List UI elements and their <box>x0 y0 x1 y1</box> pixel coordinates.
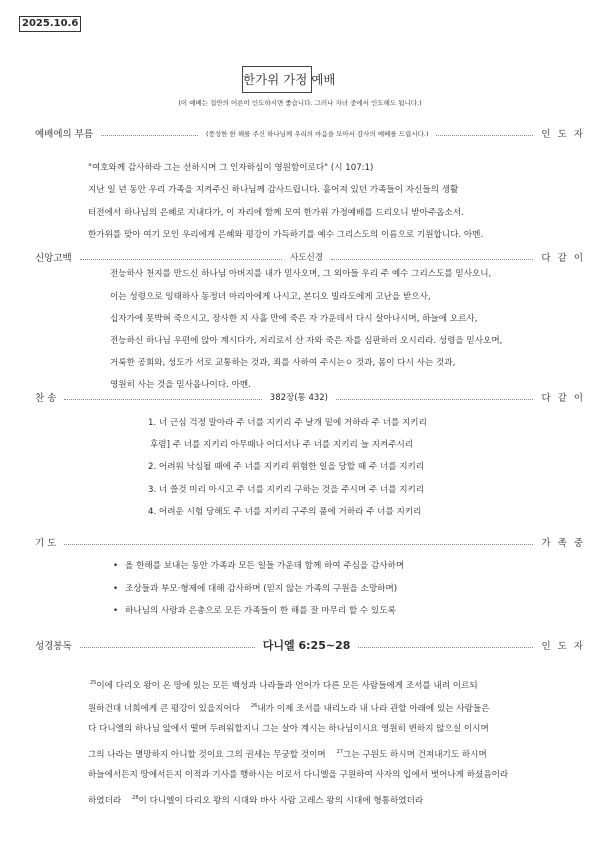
text-line: 거룩한 공회와, 성도가 서로 교통하는 것과, 죄를 사하여 주시는ㅇ 것과, 몸이 다시 사는 것과, <box>110 358 456 368</box>
verse-text: 원하건대 너희에게 큰 평강이 있을지어다 <box>88 703 241 714</box>
section-label: 찬 송 <box>35 393 57 404</box>
text-line: "여호와께 감사하라 그는 선하시며 그 인자하심이 영원함이로다" (시 107:1) <box>88 163 374 173</box>
verse-text: 내가 이제 조서를 내리노라 내 나라 관할 아래에 있는 사람들은 <box>257 703 490 714</box>
verse-number: 25 <box>90 680 97 686</box>
verse-line <box>88 700 490 715</box>
section-leader: 가 족 중 <box>541 538 585 549</box>
text-line: 터전에서 하나님의 은혜로 지내다가, 이 자리에 함께 모여 한가위 가정예배를 드리오니 받아주옵소서. <box>88 208 464 218</box>
section-leader: 다 같 이 <box>541 253 585 264</box>
section-hymn <box>35 390 585 404</box>
section-label: 성경봉독 <box>35 641 72 652</box>
section-title: 382장(통 432) <box>269 393 329 403</box>
dotted-leader <box>64 544 533 545</box>
section-label: 신앙고백 <box>35 253 72 264</box>
hymn-line: 2. 어려워 낙심될 때에 주 너를 지키리 위험한 일을 당할 때 주 너를 지키리 <box>148 462 425 472</box>
verse-text: 하였더라 <box>88 795 122 806</box>
section-label: 기 도 <box>35 538 57 549</box>
section-scripture <box>35 638 585 652</box>
section-call-to-worship <box>35 126 585 140</box>
text-line: 이는 성령으로 잉태하사 동정녀 마리아에게 나시고, 본디오 빌라도에게 고난을 받으사, <box>110 292 431 302</box>
verse-line: 다 다니엘의 하나님 앞에서 떨며 두려워할지니 그는 살아 계시는 하나님이시요 영원히 변하지 않으실 이시며 <box>88 724 489 734</box>
section-title: 사도신경 <box>290 253 323 263</box>
prayer-item: • 하나님의 사랑과 은총으로 모든 가족들이 한 해를 잘 마무리 할 수 있도록 <box>113 605 396 617</box>
dotted-leader <box>336 399 533 400</box>
verse-number: 26 <box>251 703 258 709</box>
text-line: 전능하신 하나님 우편에 앉아 계시다가, 저리로서 산 자와 죽은 자를 심판하러 오시리라. 성령을 믿사오며, <box>110 336 503 346</box>
verse-text: 그의 나라는 멸망하지 아니할 것이요 그의 권세는 무궁할 것이며 <box>88 749 326 760</box>
dotted-leader <box>101 135 198 136</box>
verse-line <box>90 677 478 692</box>
hymn-line: 3. 너 쓸것 미리 아시고 주 너를 지키리 구하는 것을 주시며 주 너를 지키리 <box>148 485 425 495</box>
verse-number: 27 <box>336 749 344 755</box>
verse-number: 28 <box>132 795 139 801</box>
text-line: 한가위를 맞아 여기 모인 우리에게 은혜와 평강이 가득하기를 예수 그리스도의 이름으로 기원합니다. 아멘. <box>88 230 484 240</box>
section-leader: 인 도 자 <box>541 129 585 140</box>
dotted-leader <box>80 647 255 648</box>
dotted-leader <box>358 647 533 648</box>
prayer-item: • 올 한해를 보내는 동안 가족과 모든 일들 가운데 함께 하여 주심을 감사하며 <box>113 560 404 572</box>
dotted-leader <box>436 135 533 136</box>
subtitle: (이 예배는 집안의 어른이 인도하시면 좋습니다. 그러나 자녀 중에서 인도해도 됩니다.) <box>178 99 422 107</box>
section-leader: 다 같 이 <box>541 393 586 404</box>
hymn-line: 1. 너 근심 걱정 말아라 주 너를 지키리 주 날개 밑에 거하라 주 너를 지키리 <box>148 418 427 428</box>
scripture-reference: 다니엘 6:25~28 <box>262 639 351 652</box>
dotted-leader <box>331 259 533 260</box>
verse-text: 그는 구원도 하시며 건져내기도 하시며 <box>343 749 487 760</box>
verse-text: 이 다니엘이 다리오 왕의 시대와 바사 사람 고레스 왕의 시대에 형통하였더라 <box>138 795 424 806</box>
section-prayer <box>35 535 585 549</box>
dotted-leader <box>80 259 282 260</box>
verse-line <box>88 746 487 761</box>
section-leader: 인 도 자 <box>541 641 586 652</box>
date-label: 2025.10.6 <box>19 16 81 32</box>
section-label: 예배에의 부름 <box>35 129 94 140</box>
text-line: 전능하사 천지를 만드신 하나님 아버지를 내가 믿사오며, 그 외아들 우리 주 예수 그리스도를 믿사오니, <box>110 269 492 279</box>
text-line: 십자가에 못박혀 죽으시고, 장사한 지 사흘 만에 죽은 자 가운데서 다시 살아나시며, 하늘에 오르사, <box>110 314 478 324</box>
prayer-item: • 조상들과 부모·형제에 대해 감사하며 (믿지 않는 가족의 구원을 소망하며) <box>113 583 397 595</box>
verse-text: 이에 다리오 왕이 온 땅에 있는 모든 백성과 나라들과 언어가 다른 모든 사람들에게 조서를 내려 이르되 <box>96 680 478 691</box>
hymn-line: 4. 어려운 시험 당해도 주 너를 지키리 구주의 품에 거하라 주 너를 지키리 <box>148 507 422 517</box>
section-creed <box>35 250 585 264</box>
text-line: 영원히 사는 것을 믿사옵나이다. 아멘. <box>110 380 251 390</box>
verse-line <box>88 792 423 807</box>
page-title: 한가위 가정 예배 <box>242 66 312 93</box>
section-note: (풍성한 한 해를 주신 하나님께 우리의 마음을 모아서 감사의 예배를 드립시다.) <box>206 129 429 138</box>
hymn-line: 후렴] 주 너를 지키리 아무때나 어디서나 주 너를 지키리 늘 지켜주시리 <box>150 440 414 450</box>
text-line: 지난 일 년 동안 우리 가족을 지켜주신 하나님께 감사드립니다. 흩어져 있던 가족들이 자신들의 생활 <box>88 185 459 195</box>
verse-line: 하늘에서든지 땅에서든지 이적과 기사를 행하시는 이로서 다니엘을 구원하여 사자의 입에서 벗어나게 하셨음이라 <box>88 770 509 780</box>
dotted-leader <box>64 399 261 400</box>
